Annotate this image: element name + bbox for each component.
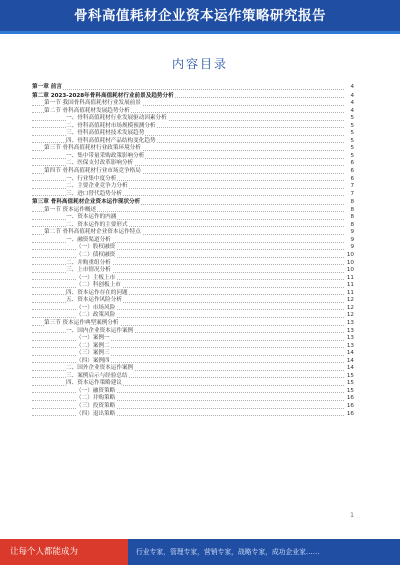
- toc-entry-page: 8: [345, 214, 354, 222]
- toc-entry[interactable]: [32, 350, 354, 358]
- header-accent-bar: [0, 31, 400, 34]
- toc-entry-text: 二、主要企业竞争力分析: [66, 183, 128, 190]
- toc-entry-page: 12: [346, 312, 354, 319]
- toc-entry-page: 13: [346, 342, 354, 349]
- toc-entry-text: 二、并购重组分析: [66, 259, 111, 266]
- toc-entry-page: 16: [346, 410, 354, 417]
- toc-entry-text: （二）并购策略: [76, 395, 116, 402]
- toc-entry-page: 14: [346, 357, 354, 364]
- toc-entry[interactable]: [32, 260, 354, 268]
- toc-entry[interactable]: [32, 130, 354, 138]
- toc-entry-text: 第二节 骨科高值耗材企业资本运作特点: [44, 229, 141, 236]
- toc-entry-page: 15: [346, 372, 354, 379]
- toc-entry-text: （二）政策风险: [76, 312, 116, 319]
- toc-entry-page: 12: [346, 304, 354, 311]
- toc-entry-text: 二、国外企业资本运作案例: [66, 365, 134, 372]
- toc-entry-text: （四）退出策略: [76, 410, 116, 417]
- toc-entry-text: 第二章 2023-2028年骨科高值耗材行业前景及趋势分析: [32, 92, 174, 99]
- toc-entry[interactable]: [32, 160, 354, 168]
- toc-entry[interactable]: [32, 380, 354, 388]
- toc-entry-text: 四、骨科高值耗材产品结构变化趋势: [66, 137, 156, 144]
- toc-entry[interactable]: [32, 145, 354, 153]
- footer-slogan: 让每个人都能成为: [10, 547, 79, 557]
- header-banner: [0, 0, 400, 34]
- toc-entry-page: 8: [345, 199, 354, 207]
- toc-entry-page: 5: [345, 153, 354, 161]
- toc-entry-text: （二）债权融资: [76, 252, 116, 259]
- toc-entry-page: 8: [345, 222, 354, 230]
- toc-entry-page: 5: [345, 123, 354, 131]
- toc-entry-text: 一、资本运作的内涵: [66, 214, 117, 221]
- toc-entry-text: 一、融资渠道分析: [66, 236, 111, 243]
- toc-entry[interactable]: [32, 168, 354, 176]
- toc-entry-page: 11: [346, 282, 354, 289]
- toc-entry-text: 二、骨科高值耗材市场规模预测分析: [66, 122, 156, 129]
- toc-entry-text: 二、资本运作的主要形式: [66, 221, 128, 228]
- toc-entry-page: 11: [346, 274, 354, 281]
- report-title: 骨科高值耗材企业资本运作策略研究报告: [74, 8, 326, 24]
- page-number: 1: [350, 512, 354, 519]
- toc-entry-page: 6: [345, 160, 354, 168]
- toc-entry[interactable]: [32, 282, 354, 290]
- toc-entry-text: （一）主板上市: [76, 274, 116, 281]
- toc-entry-text: 一、集中带量采购政策影响分析: [66, 152, 145, 159]
- toc-entry[interactable]: [32, 252, 354, 260]
- toc-entry[interactable]: [32, 100, 354, 108]
- toc-entry-text: 三、上市情况分析: [66, 267, 111, 274]
- toc-entry-text: 第二节 骨科高值耗材发展趋势分析: [44, 107, 130, 114]
- toc-entry-page: 4: [345, 93, 354, 101]
- toc-entry-text: 第三节 骨科高值耗材行业政策环境分析: [44, 145, 141, 152]
- toc-entry-text: 四、资本运作策略建议: [66, 380, 122, 387]
- toc-entry-page: 6: [345, 176, 354, 184]
- toc-entry-text: 一、骨科高值耗材行业发展驱动因素分析: [66, 115, 167, 122]
- toc-entry[interactable]: [32, 229, 354, 237]
- toc-entry[interactable]: [32, 267, 354, 275]
- toc-entry-page: 16: [346, 402, 354, 409]
- toc-entry-text: 第一节 资本运作概述: [44, 206, 97, 213]
- toc-entry-page: 4: [345, 100, 354, 108]
- toc-entry-text: 第一节 我国骨科高值耗材行业发展前景: [44, 100, 141, 107]
- toc-entry-text: （一）融资策略: [76, 387, 116, 394]
- toc-entry-page: 10: [346, 252, 354, 259]
- toc-entry[interactable]: [32, 365, 354, 373]
- toc-entry[interactable]: [32, 183, 354, 191]
- toc-entry-text: 第四节 骨科高值耗材行业市场竞争格局: [44, 168, 141, 175]
- toc-entry-page: 16: [346, 395, 354, 402]
- toc-entry[interactable]: [32, 297, 354, 305]
- toc-entry[interactable]: [32, 343, 354, 351]
- toc-entry-page: 14: [346, 350, 354, 357]
- toc-entry-page: 15: [346, 387, 354, 394]
- footer-banner: [0, 539, 400, 565]
- toc-entry-text: （二）案例二: [76, 342, 110, 349]
- footer-tagline-block: [128, 539, 400, 565]
- table-of-contents: [32, 83, 354, 418]
- toc-entry[interactable]: [32, 335, 354, 343]
- toc-entry-page: 5: [345, 130, 354, 138]
- footer-tagline: 行业专家，管理专家，营销专家，战略专家，成功企业家……: [136, 548, 320, 556]
- toc-entry-page: 7: [345, 191, 354, 199]
- toc-entry-page: 11: [346, 289, 354, 296]
- toc-entry[interactable]: [32, 84, 354, 92]
- toc-entry-page: 12: [346, 297, 354, 304]
- toc-entry[interactable]: [32, 176, 354, 184]
- toc-entry-page: 4: [345, 84, 354, 92]
- toc-entry-page: 13: [346, 319, 354, 326]
- toc-entry-text: 第三节 资本运作典型案例分析: [44, 319, 119, 326]
- toc-entry-page: 4: [345, 108, 354, 116]
- toc-entry-text: （四）案例四: [76, 357, 110, 364]
- toc-entry-page: 6: [345, 168, 354, 176]
- toc-entry-page: 7: [345, 183, 354, 191]
- toc-entry[interactable]: [32, 312, 354, 320]
- toc-entry-text: 一、行业集中度分析: [66, 175, 117, 182]
- toc-entry-text: 一、国内企业资本运作案例: [66, 327, 134, 334]
- toc-entry-text: 二、医保支付改革影响分析: [66, 160, 134, 167]
- toc-entry-text: （三）投资策略: [76, 402, 116, 409]
- toc-entry[interactable]: [32, 411, 354, 419]
- toc-entry-page: 9: [345, 237, 354, 245]
- toc-entry-page: 8: [345, 207, 354, 215]
- footer-slogan-block: [0, 539, 128, 565]
- toc-entry-page: 5: [345, 145, 354, 153]
- toc-entry-text: （一）市场风险: [76, 304, 116, 311]
- toc-entry-text: 第一章 前言: [32, 84, 62, 90]
- toc-entry-text: 四、资本运作存在的问题: [66, 289, 128, 296]
- toc-entry-text: 三、骨科高值耗材技术发展趋势: [66, 130, 145, 137]
- toc-entry[interactable]: [32, 244, 354, 252]
- toc-entry[interactable]: [32, 328, 354, 336]
- toc-entry-text: 第三章 骨科高值耗材企业资本运作现状分析: [32, 199, 141, 206]
- toc-entry[interactable]: [32, 214, 354, 222]
- toc-entry[interactable]: [32, 191, 354, 199]
- toc-entry-text: 五、资本运作风险分析: [66, 297, 122, 304]
- toc-leader-dots: [32, 89, 344, 90]
- toc-entry-page: 10: [346, 267, 354, 274]
- toc-heading: 内容目录: [171, 57, 228, 71]
- toc-entry-page: 9: [345, 244, 354, 252]
- toc-entry-page: 13: [346, 327, 354, 334]
- toc-entry[interactable]: [32, 320, 354, 328]
- toc-entry-page: 14: [346, 365, 354, 372]
- toc-entry-page: 15: [346, 380, 354, 387]
- toc-entry-text: （一）股权融资: [76, 244, 116, 251]
- toc-entry-page: 13: [346, 335, 354, 342]
- toc-entry-text: 三、进口替代趋势分析: [66, 190, 122, 197]
- toc-entry-text: （三）案例三: [76, 350, 110, 357]
- toc-entry-text: （一）案例一: [76, 335, 110, 342]
- toc-entry-page: 5: [345, 115, 354, 123]
- toc-entry-page: 9: [345, 229, 354, 237]
- toc-entry-page: 5: [345, 138, 354, 146]
- toc-entry[interactable]: [32, 395, 354, 403]
- toc-entry-text: 三、案例启示与经验总结: [66, 372, 128, 379]
- toc-entry[interactable]: [32, 115, 354, 123]
- toc-entry-text: （二）科创板上市: [76, 282, 121, 289]
- toc-entry[interactable]: [32, 199, 354, 207]
- toc-entry-page: 10: [346, 259, 354, 266]
- toc-entry[interactable]: [32, 93, 354, 101]
- toc-entry[interactable]: [32, 403, 354, 411]
